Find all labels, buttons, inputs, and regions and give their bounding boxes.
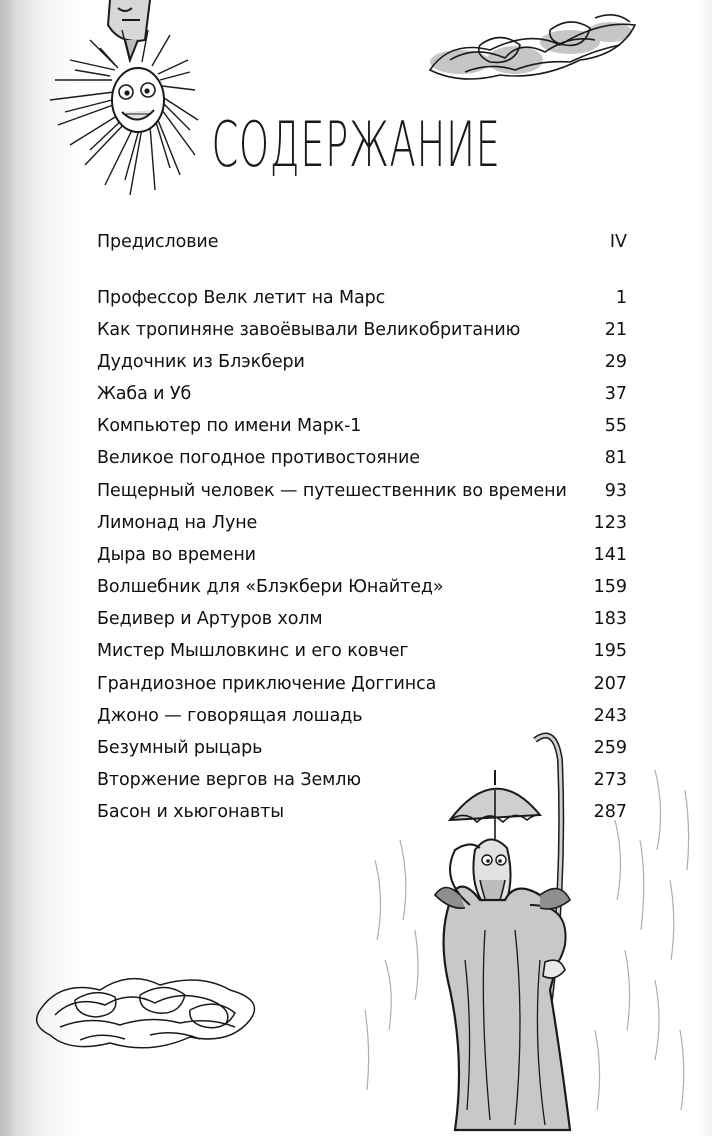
toc-row-preface — [97, 226, 627, 258]
toc-entry-title: Компьютер по имени Марк-1 — [97, 416, 362, 436]
toc-entry-page: 123 — [593, 513, 627, 533]
toc-entry-page: 37 — [604, 384, 627, 404]
toc-entry-page: 195 — [593, 641, 627, 661]
toc-row — [97, 571, 627, 603]
toc-entry-title: Басон и хьюгонавты — [97, 802, 284, 822]
toc-row — [97, 635, 627, 667]
toc-row — [97, 442, 627, 474]
toc-entry-page: 159 — [593, 577, 627, 597]
toc-entry-title: Великое погодное противостояние — [97, 448, 420, 468]
toc-row — [97, 378, 627, 410]
toc-entry-title: Жаба и Уб — [97, 384, 192, 404]
toc-entry-page: 81 — [604, 448, 627, 468]
toc-entry-title: Пещерный человек — путешественник во времени — [97, 481, 567, 501]
toc-entry-title: Мистер Мышловкинс и его ковчег — [97, 641, 409, 661]
toc-row — [97, 475, 627, 507]
toc-entry-title: Вторжение вергов на Землю — [97, 770, 361, 790]
toc-row — [97, 539, 627, 571]
toc-row — [97, 346, 627, 378]
toc-row — [97, 507, 627, 539]
toc-entry-page: 1 — [615, 288, 627, 308]
toc-row — [97, 668, 627, 700]
top-scribble-cloud — [420, 0, 645, 90]
bottom-scribble-cloud — [30, 965, 270, 1060]
toc-row — [97, 314, 627, 346]
toc-entry-title: Джоно — говорящая лошадь — [97, 706, 363, 726]
toc-entry-page: 141 — [593, 545, 627, 565]
page-title: СОДЕРЖАНИЕ — [211, 108, 501, 181]
toc-entry-title: Грандиозное приключение Доггинса — [97, 674, 437, 694]
toc-entry-title: Волшебник для «Блэкбери Юнайтед» — [97, 577, 444, 597]
toc-entry-title: Предисловие — [97, 232, 219, 252]
toc-entry-page: 21 — [604, 320, 627, 340]
toc-entry-page: 29 — [604, 352, 627, 372]
toc-entry-page: 273 — [593, 770, 627, 790]
toc-row — [97, 282, 627, 314]
toc-entry-title: Дыра во времени — [97, 545, 256, 565]
toc-entry-page: 243 — [593, 706, 627, 726]
toc-entry-page: 93 — [604, 481, 627, 501]
toc-entry-page: 55 — [604, 416, 627, 436]
toc-entry-title: Лимонад на Луне — [97, 513, 258, 533]
toc-entry-title: Профессор Велк летит на Марс — [97, 288, 386, 308]
toc-row — [97, 700, 627, 732]
toc-entry-page: 183 — [593, 609, 627, 629]
toc-entry-page: IV — [609, 232, 627, 252]
toc-entry-page: 259 — [593, 738, 627, 758]
toc-entry-title: Безумный рыцарь — [97, 738, 263, 758]
toc-row — [97, 410, 627, 442]
toc-entry-title: Как тропиняне завоёвывали Великобританию — [97, 320, 521, 340]
toc-entry-title: Дудочник из Блэкбери — [97, 352, 305, 372]
man-with-umbrella-illustration — [355, 730, 700, 1136]
toc-entry-title: Бедивер и Артуров холм — [97, 609, 323, 629]
toc-entry-page: 287 — [593, 802, 627, 822]
toc-row — [97, 603, 627, 635]
toc-entry-page: 207 — [593, 674, 627, 694]
